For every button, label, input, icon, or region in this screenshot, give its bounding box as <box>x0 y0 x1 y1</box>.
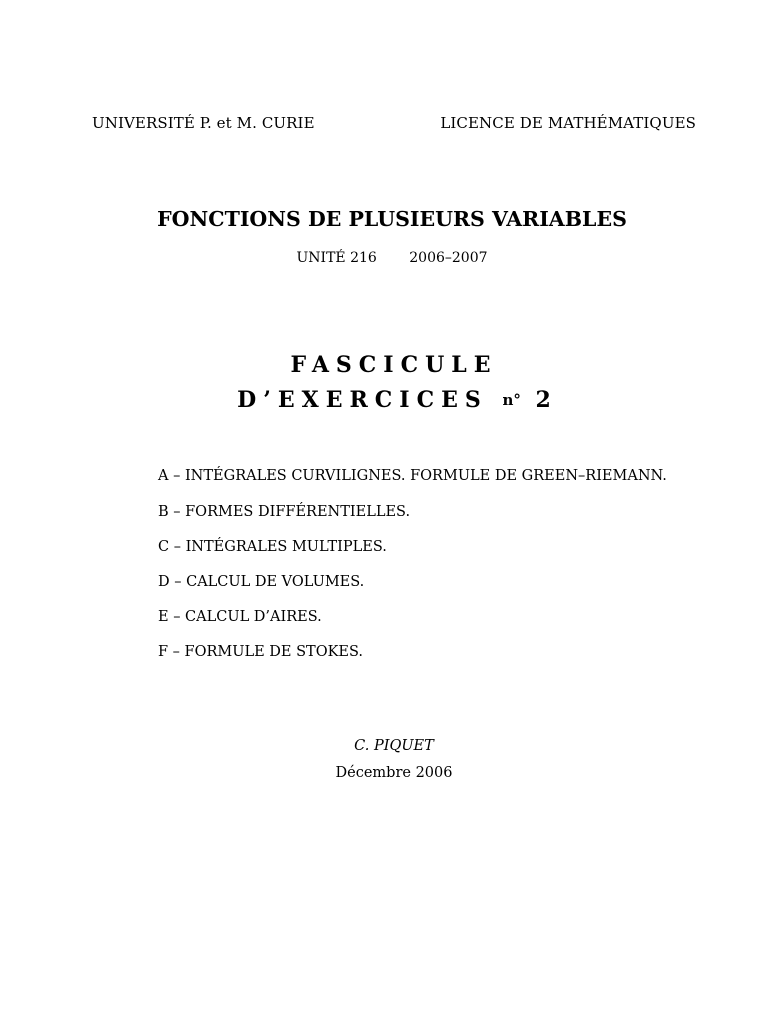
contents-item: D – CALCUL DE VOLUMES. <box>158 574 365 590</box>
contents-item: F – FORMULE DE STOKES. <box>158 644 364 660</box>
fascicule-subtitle: D’EXERCICES <box>237 387 488 413</box>
document-title: FONCTIONS DE PLUSIEURS VARIABLES <box>157 207 627 231</box>
number-prefix: n° <box>502 391 521 409</box>
contents-item: B – FORMES DIFFÉRENTIELLES. <box>158 504 411 520</box>
fascicule-heading-line1: FASCICULE <box>290 352 498 378</box>
header-university: UNIVERSITÉ P. et M. CURIE <box>92 114 315 132</box>
contents-item: A – INTÉGRALES CURVILIGNES. FORMULE DE GREEN–RIEMANN. <box>158 468 667 484</box>
fascicule-number: 2 <box>535 387 551 413</box>
publication-date: Décembre 2006 <box>335 765 453 781</box>
author-name: C. PIQUET <box>354 738 434 754</box>
contents-item: E – CALCUL D’AIRES. <box>158 609 322 625</box>
contents-item: C – INTÉGRALES MULTIPLES. <box>158 539 387 555</box>
header-licence: LICENCE DE MATHÉMATIQUES <box>440 114 696 132</box>
academic-year: 2006–2007 <box>409 250 488 266</box>
fascicule-heading-line2 <box>0 387 768 413</box>
document-subtitle <box>0 250 768 266</box>
unit-code: UNITÉ 216 <box>296 250 377 266</box>
